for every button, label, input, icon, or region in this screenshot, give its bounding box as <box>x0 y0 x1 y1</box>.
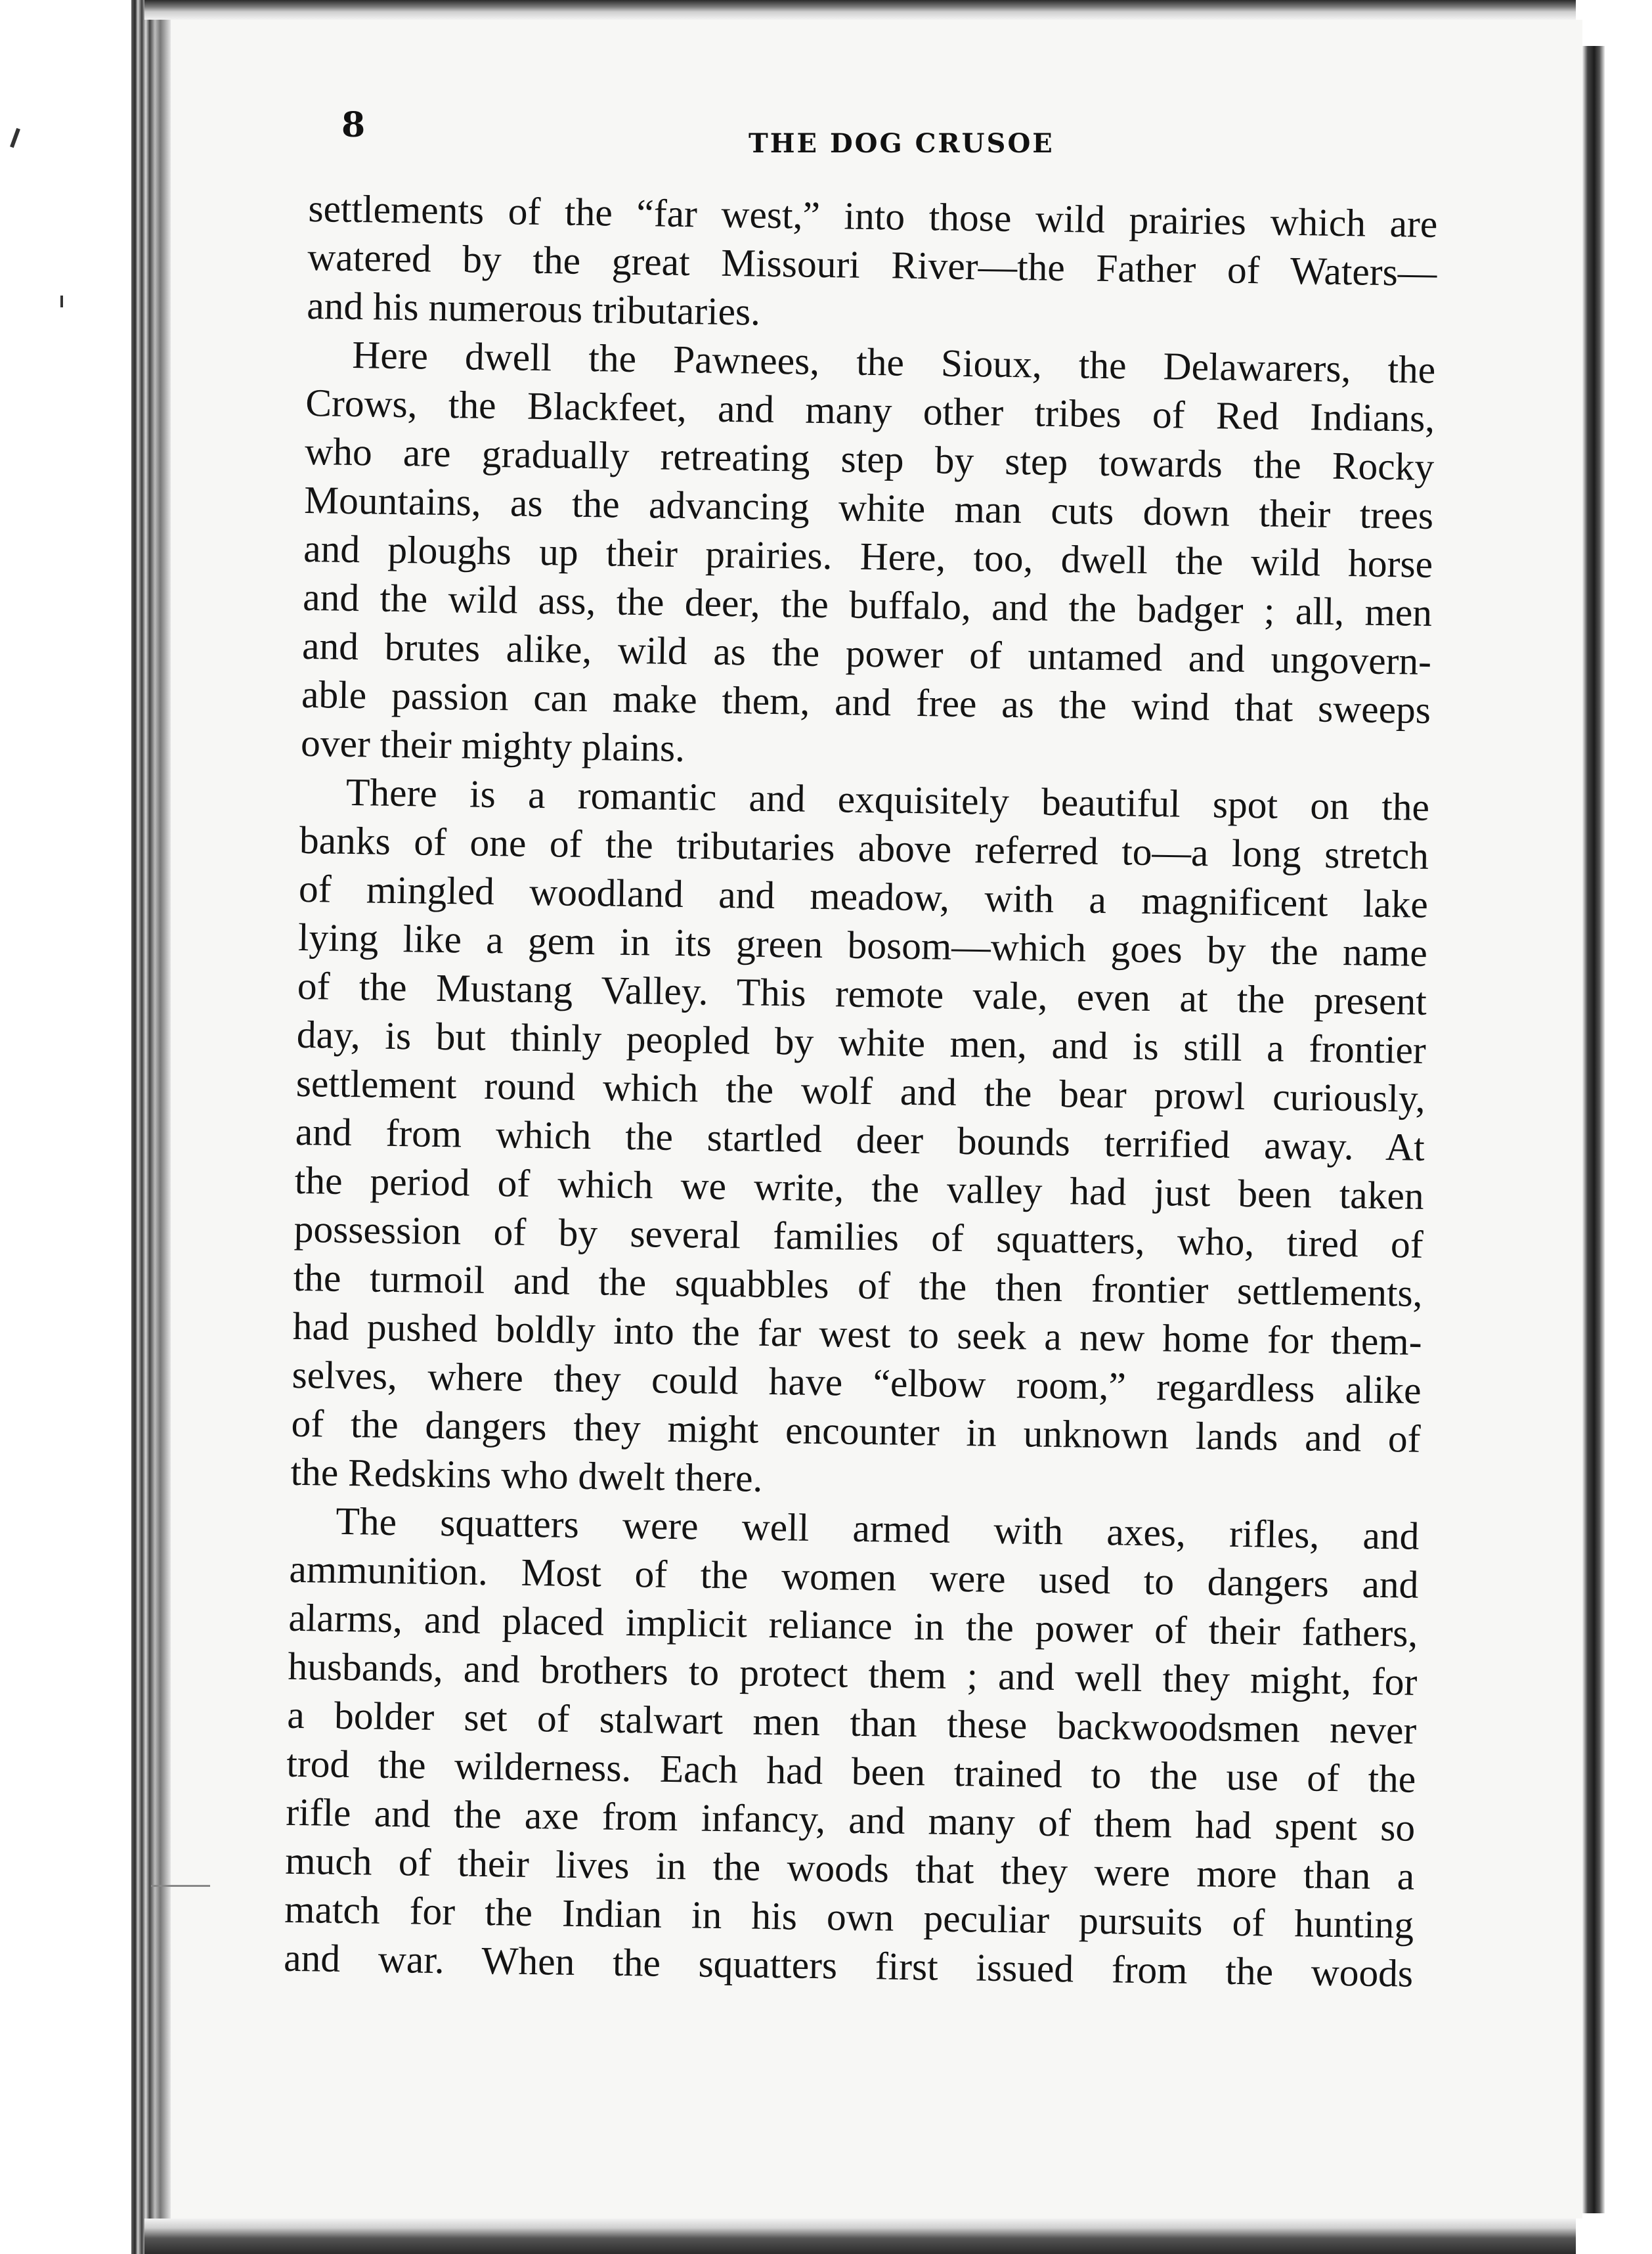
page-number: 8 <box>341 105 366 145</box>
paragraph <box>301 330 1436 783</box>
paragraph <box>284 1496 1420 1998</box>
text-line: the Redskins who dwelt there. <box>290 1449 763 1500</box>
text-line: had pushed boldly into the far west to seek a new home for them- <box>292 1304 1423 1363</box>
text-line: and his numerous tributaries. <box>306 283 761 334</box>
text-line: day, is but thinly peopled by white men, and is still a frontier <box>296 1012 1427 1072</box>
page-top-edge <box>144 0 1576 20</box>
text-line: over their mighty plains. <box>300 720 685 770</box>
text-line: of mingled woodland and meadow, with a magnificent lake <box>298 866 1429 926</box>
text-line: of the dangers they might encounter in unknown lands and of <box>291 1401 1421 1461</box>
text-line: There is a romantic and exquisitely beautiful spot on the <box>345 770 1430 829</box>
text-line: lying like a gem in its green bosom—which goes by the name <box>297 915 1428 975</box>
text-line: and the wild ass, the deer, the buffalo, and the badger ; all, men <box>302 575 1433 634</box>
text-line: watered by the great Missouri River—the Father of Waters— <box>307 234 1437 295</box>
text-line: husbands, and brothers to protect them ; and well they might, for <box>288 1644 1418 1704</box>
text-line: and ploughs up their prairies. Here, too, dwell the wild horse <box>303 526 1433 586</box>
text-line: the turmoil and the squabbles of the then frontier settlements, <box>293 1255 1424 1315</box>
running-title: THE DOG CRUSOE <box>749 128 1054 159</box>
running-head <box>341 105 1523 171</box>
text-line: a bolder set of stalwart men than these backwoodsmen never <box>286 1692 1417 1752</box>
text-line: selves, where they could have “elbow room,” regardless alike <box>292 1352 1422 1412</box>
text-line: possession of by several families of squatters, who, tired of <box>293 1206 1424 1266</box>
text-line: trod the wilderness. Each had been trained to the use of the <box>286 1741 1416 1801</box>
book-binding <box>131 0 171 2254</box>
text-line: alarms, and placed implicit reliance in the power of their fathers, <box>288 1595 1418 1655</box>
text-line: and from which the startled deer bounds terrified away. At <box>295 1109 1425 1169</box>
margin-dash-mark <box>151 1885 210 1887</box>
text-line: and war. When the squatters first issued from the woods <box>283 1935 1414 1995</box>
text-line: Crows, the Blackfeet, and many other tribes of Red Indians, <box>305 380 1435 440</box>
page-bottom-edge <box>144 2219 1576 2254</box>
text-line: who are gradually retreating step by step towards the Rocky <box>304 429 1435 489</box>
text-line: the period of which we write, the valley had just been taken <box>294 1158 1425 1218</box>
next-page-edge <box>1582 46 1605 2213</box>
text-line: settlements of the “far west,” into those wild prairies which are <box>308 186 1438 246</box>
text-line: banks of one of the tributaries above referred to—a long stretch <box>299 818 1429 877</box>
text-line: Here dwell the Pawnees, the Sioux, the Delawarers, the <box>351 332 1436 391</box>
text-line: able passion can make them, and free as the wind that sweeps <box>301 672 1431 732</box>
margin-tick-mark <box>10 128 20 148</box>
text-line: and brutes alike, wild as the power of untamed and ungovern- <box>301 623 1432 683</box>
text-line: much of their lives in the woods that they were more than a <box>284 1838 1415 1898</box>
text-line: settlement round which the wolf and the bear prowl curiously, <box>295 1061 1426 1120</box>
text-line: match for the Indian in his own peculiar pursuits of hunting <box>284 1887 1414 1947</box>
body-text <box>284 184 1438 1998</box>
text-line: of the Mustang Valley. This remote vale, even at the present <box>297 963 1427 1023</box>
paragraph <box>307 184 1438 345</box>
text-line: rifle and the axe from infancy, and many of them had spent so <box>285 1790 1416 1849</box>
margin-tick-mark <box>60 296 63 307</box>
paragraph <box>290 767 1429 1512</box>
text-line: The squatters were well armed with axes, rifles, and <box>336 1499 1420 1558</box>
text-line: ammunition. Most of the women were used to dangers and <box>289 1547 1419 1606</box>
text-line: Mountains, as the advancing white man cuts down their trees <box>303 477 1434 537</box>
